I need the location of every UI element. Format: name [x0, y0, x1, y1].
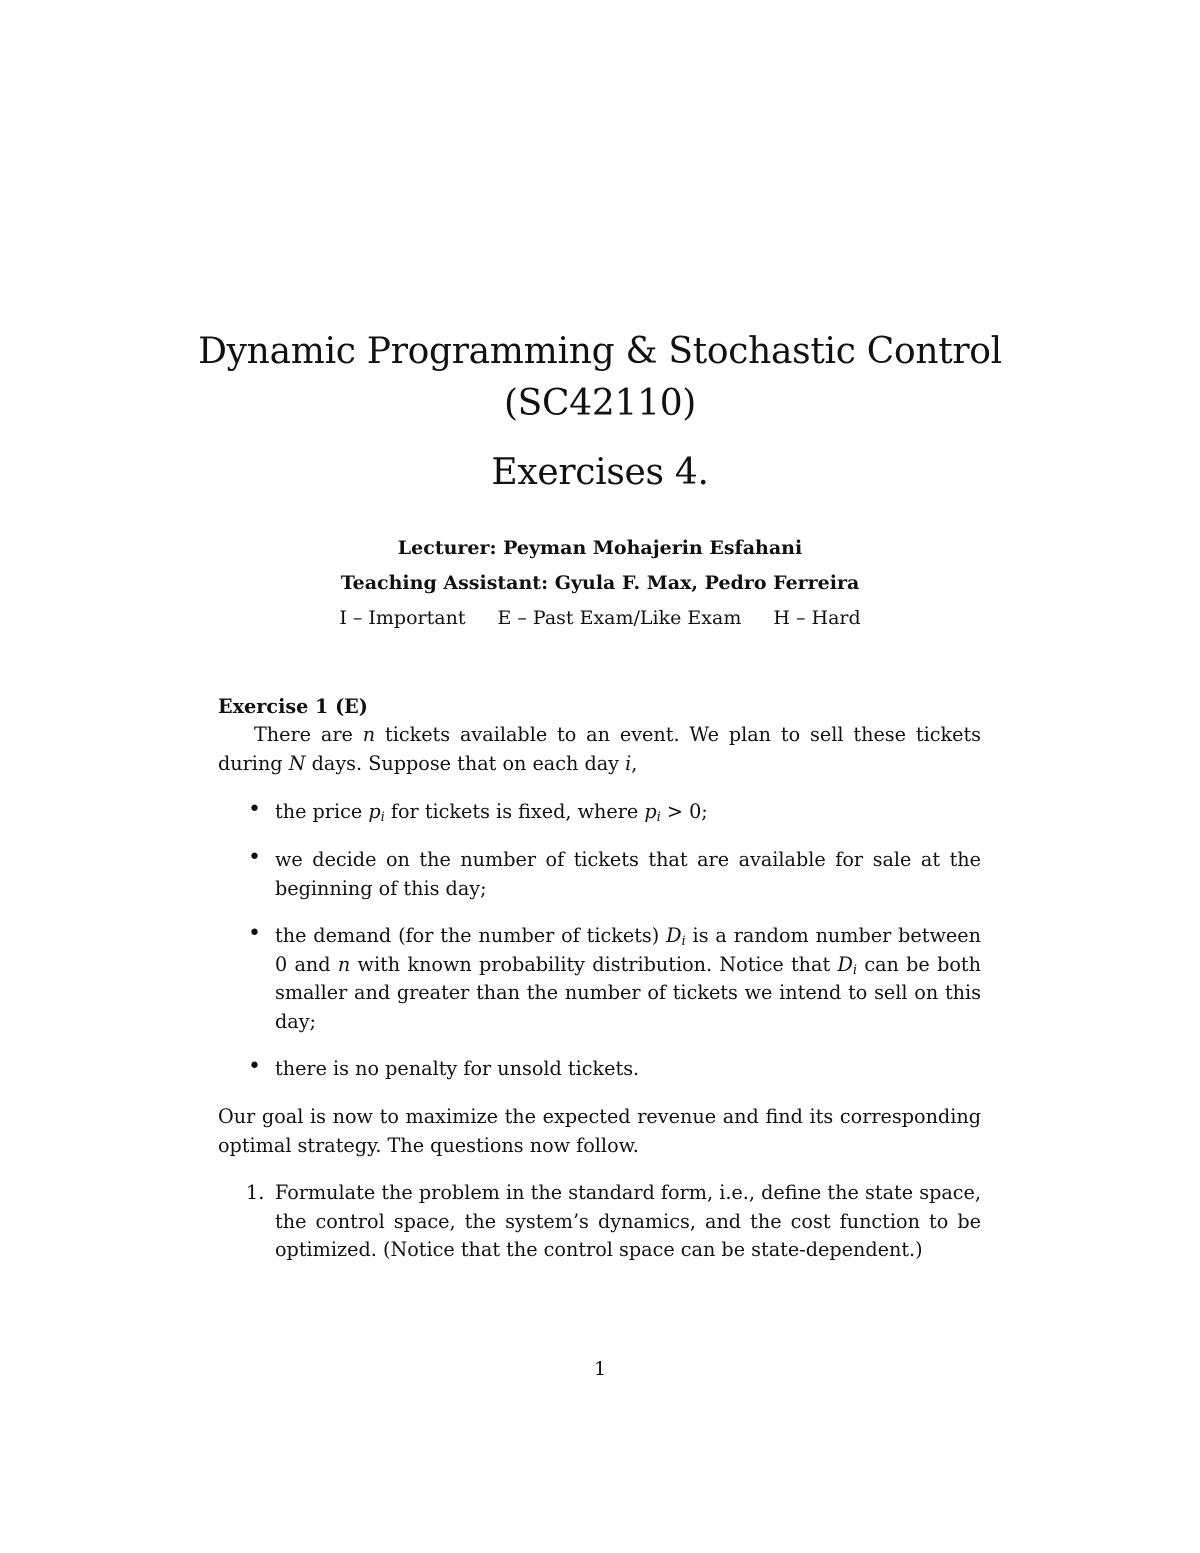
- bullet-marker: •: [248, 797, 261, 822]
- lecturer-line: [0, 536, 1200, 560]
- bullet-marker: •: [248, 1054, 261, 1079]
- exercise-heading: Exercise 1 (E): [218, 695, 368, 718]
- intro-var-n: n: [362, 723, 376, 746]
- legend-exam: E – Past Exam/Like Exam: [497, 607, 742, 629]
- teaching-assistant-line: [0, 571, 1200, 595]
- goal-paragraph: Our goal is now to maximize the expected revenue and find its corresponding optimal strategy. The questions now follow.: [218, 1105, 981, 1157]
- title-line-1: Dynamic Programming & Stochastic Control: [198, 331, 1002, 372]
- exercise-intro: [218, 721, 981, 778]
- intro-text-c: days. Suppose that on each day: [305, 751, 626, 775]
- document-title: [0, 332, 1200, 372]
- bullet-text: the demand (for the number of tickets) $D_i$ is a random number between 0 and n with known probability distribution. Notice that $D_i$ can be both smaller and greater than the number of tickets we intend to sell on this day;: [275, 924, 981, 1033]
- exercise-set-title: Exercises 4.: [491, 452, 709, 493]
- intro-var-i: i: [625, 751, 632, 775]
- bullet-text: we decide on the number of tickets that are available for sale at the beginning of this day;: [275, 848, 981, 900]
- intro-var-N: N: [288, 751, 306, 775]
- difficulty-legend: [0, 606, 1200, 630]
- ta-label: Teaching Assistant:: [340, 572, 549, 594]
- question-text: Formulate the problem in the standard form, i.e., define the state space, the control space, the system’s dynamics, and the cost function to be optimized. (Notice that the control space can be state-dependent.): [275, 1181, 981, 1261]
- legend-important: I – Important: [339, 607, 466, 629]
- course-code: (SC42110): [503, 383, 697, 424]
- intro-text-a: There are: [254, 723, 363, 746]
- ta-names: Gyula F. Max, Pedro Ferreira: [554, 572, 860, 594]
- legend-hard: H – Hard: [773, 607, 861, 629]
- bullet-text: there is no penalty for unsold tickets.: [275, 1057, 640, 1080]
- bullet-marker: •: [248, 845, 261, 870]
- intro-text-d: ,: [631, 751, 638, 775]
- intro-text-b: tickets available to an event. We plan to sell these tickets during: [218, 723, 981, 775]
- page-number: 1: [593, 1358, 607, 1380]
- lecturer-name: Peyman Mohajerin Esfahani: [503, 537, 803, 559]
- lecturer-label: Lecturer:: [397, 537, 497, 559]
- bullet-text: the price $p_i$ for tickets is fixed, where $p_i > 0$;: [275, 800, 708, 825]
- bullet-marker: •: [248, 921, 261, 946]
- question-number: 1.: [246, 1181, 265, 1204]
